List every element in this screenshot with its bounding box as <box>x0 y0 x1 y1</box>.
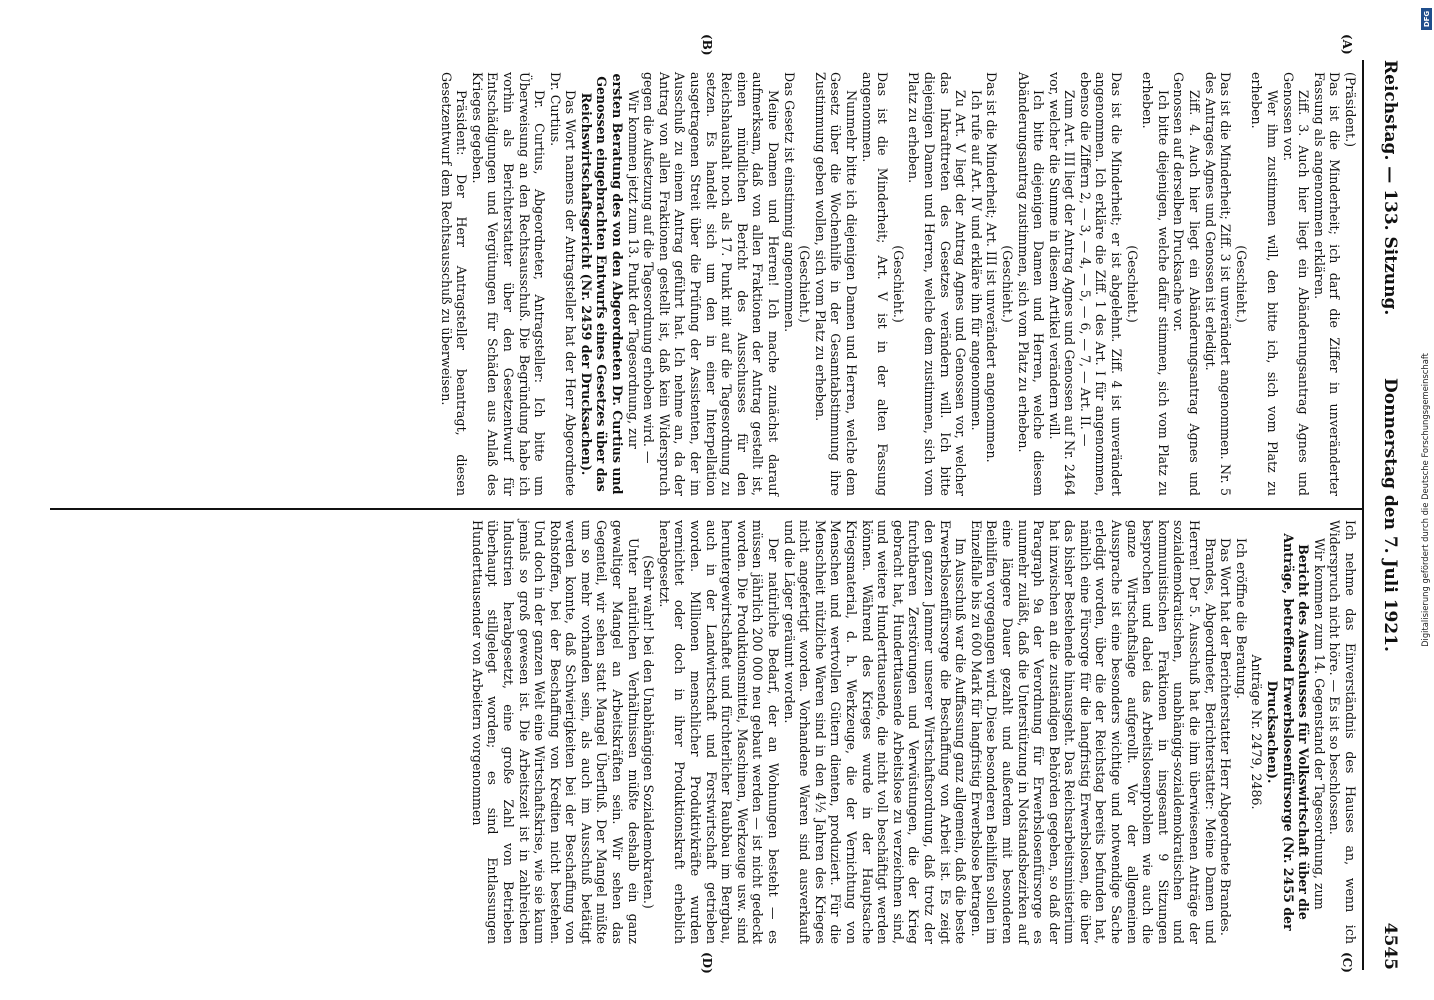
agenda-item-title: Bericht des Ausschusses für Volkswirtschaft über die Anträge, betreffend Erwerbslosenfürsorge (Nr. 2455 der Drucksachen). <box>1265 533 1312 931</box>
margin-marker-a: (A) <box>1340 34 1354 55</box>
digitization-note <box>1418 10 1432 990</box>
dfg-logo-text: DFG <box>1422 10 1431 28</box>
paragraph: Das ist die Minderheit; Ziff. 3 ist unverändert angenommen. Nr. 5 des Antrages Agnes und Genossen ist erledigt. <box>1202 72 1234 496</box>
dfg-logo <box>1421 8 1432 30</box>
paragraph: Das Wort namens der Antragsteller hat der Herr Abgeordnete Dr. Curtius. <box>547 72 579 496</box>
paragraph: Unter natürlichen Verhältnissen müßte deshalb ein ganz gewaltiger Mangel an Arbeitskräften sein. Wir sehen das Gegenteil, wir sehen statt Mangel Überfluß. Der Mangel müßte um so mehr vorhanden sein, als auch im Ausschuß betätigt werden konnte, daß Schwierigkeiten bei der Beschaffung von Rohstoffen, bei der Beschaffung von Krediten nicht bestehen. Und doch in der ganzen Welt eine Wirtschaftskrise, wie sie kaum jemals so groß gewesen ist. Die Arbeitszeit ist in zahlreichen Industrien herabgesetzt, eine große Zahl von Betrieben überhaupt stillgelegt worden; es sind Entlassungen Hunderttausender von Arbeitern vorgenommen <box>469 520 641 944</box>
paragraph: Im Ausschuß war die Auffassung ganz allgemein, daß die beste Erwerbslosenfürsorge die Beschaffung von Arbeit ist. Es zeigt den ganzen Jammer unserer Wirtschaftsordnung, daß trotz der furchtbaren Zerstörungen und Verwüstungen, die der Krieg gebracht hat, Hunderttausende Arbeitslose zu verzeichnen sind, und weitere Hunderttausende, die nicht voll beschäftigt werden können. Während des Krieges wurde in der Hauptsache Kriegsmaterial, d. h. Werkzeuge, die der Vernichtung von Menschen und wertvollen Gütern dienten, produziert. Für die Menschheit nützliche Waren sind in den 4½ Jahren des Krieges nicht angefertigt worden. Vorhandene Waren sind ausverkauft und die Läger geräumt worden. <box>781 520 969 944</box>
paragraph: (Geschieht.) <box>890 245 906 323</box>
margin-marker-d: (D) <box>700 952 714 974</box>
paragraph: Wir kommen jetzt zum 13. Punkt der Tagesordnung, zur <box>625 90 641 449</box>
header-date: Donnerstag den 7. Juli 1921. <box>1380 378 1400 652</box>
paragraph: Das ist die Minderheit; Art. III ist unverändert angenommen. <box>984 72 1000 463</box>
header-left: Reichstag. — 133. Sitzung. <box>1380 60 1400 316</box>
right-column <box>50 520 1358 944</box>
margin-marker-c: (C) <box>1340 952 1354 973</box>
paragraph: Dr. Curtius, Abgeordneter, Antragsteller: Ich bitte um Überweisung an den Rechtsausschuß. Die Begründung habe ich vorhin als Berichterstatter über den Gesetzentwurf für Entschädigungen und Vergütungen für Schäden aus Anlaß des Krieges gegeben. <box>469 72 548 496</box>
agenda-item-title: ersten Beratung des von den Abgeordneten Dr. Curtius und Genossen eingebrachten Entwurfs eines Gesetzes über das Reichswirtschaftsgericht (Nr. 2459 der Drucksachen). <box>578 73 626 495</box>
paragraph: (Geschieht.) <box>1233 245 1249 323</box>
paragraph: Präsident: Der Herr Antragsteller beantragt, diesen Gesetzentwurf dem Rechtsausschuß zu überweisen. <box>438 72 470 496</box>
paragraph: (Geschieht.) <box>999 245 1015 323</box>
paragraph: Zu Art. V liegt der Antrag Agnes und Genossen vor, welcher das Inkrafttreten des Gesetzes verändern will. Ich bitte diejenigen Damen und Herren, welche dem zustimmen, sich vom Platz zu erheben. <box>906 72 969 496</box>
paragraph: Anträge Nr. 2479, 2486. <box>1249 654 1265 810</box>
paragraph: Nunmehr bitte ich diejenigen Damen und Herren, welche dem Gesetz über die Wochenhilfe in der Gesamtabstimmung ihre Zustimmung geben wollen, sich vom Platz zu erheben. <box>812 72 859 496</box>
column-divider <box>50 508 1364 510</box>
paragraph: Ziff. 3. Auch hier liegt ein Abänderungsantrag Agnes und Genossen vor. <box>1280 72 1312 496</box>
paragraph: Der natürliche Bedarf, der an Wohnungen besteht — es müssen jährlich 200 000 neu gebaut werden — ist nicht gedeckt worden. Die Produktionsmittel, Maschinen, Werkzeuge usw. sind heruntergewirtschaftet und fürchterlicher Raubbau im Bergbau, auch in der Landwirtschaft und Forstwirtschaft getrieben worden. Millionen menschlicher Produktivkräfte wurden vernichtet oder doch in ihrer Produktionskraft erheblich herabgesetzt. <box>656 520 782 944</box>
paragraph: (Sehr wahr! bei den Unabhängigen Sozialdemokraten.) <box>641 555 657 909</box>
paragraph: (Präsident.) <box>1343 72 1358 148</box>
paragraph: Das ist die Minderheit; er ist abgelehnt. Ziff. 4 ist unverändert angenommen. Ich erkläre die Ziff. 1 des Art. I für angenommen, ebenso die Ziffern 2, — 3, — 4, — 5, — 6, — 7, — Art. II. — <box>1077 72 1125 496</box>
paragraph: Zum Art. III liegt der Antrag Agnes und Genossen auf Nr. 2464 vor, welcher die Summe in diesem Artikel verändern will. <box>1046 72 1078 496</box>
paragraph: (Geschieht.) <box>1124 245 1140 323</box>
paragraph: Ich bitte diejenigen, welche dafür stimmen, sich vom Platz zu erheben. <box>1140 72 1171 496</box>
paragraph: Ich nehme das Einverständnis des Hauses an, wenn ich Widerspruch nicht höre. — Es ist so beschlossen. <box>1327 520 1358 944</box>
page-number: 4545 <box>1380 922 1400 970</box>
running-head <box>1370 60 1400 970</box>
margin-marker-b: (B) <box>700 34 714 56</box>
digitization-note-text: Digitalisierung gefördert durch die Deutsche Forschungsgemeinschaft <box>1420 353 1430 647</box>
paragraph: Meine Damen und Herren! Ich mache zunächst darauf aufmerksam, daß von allen Fraktionen der Antrag gestellt ist, einen mündlichen Bericht des Ausschusses für den Reichshaushalt noch als 17. Punkt mit auf die Tagesordnung zu setzen. Es handelt sich um den in einer Interpellation ausgetragenen Streit über die Prüfung der Assistenten, der im Ausschuß zu einem Antrag geführt hat. Ich nehme an, da der Antrag von allen Fraktionen gestellt ist, daß kein Widerspruch gegen die Aufsetzung auf die Tagesordnung erhoben wird. — <box>641 72 782 496</box>
paragraph: Ich eröffne die Beratung. <box>1233 538 1249 699</box>
paragraph: Wer ihm zustimmen will, den bitte ich, sich vom Platz zu erheben. <box>1249 72 1281 496</box>
paragraph: (Geschieht.) <box>797 245 813 323</box>
printed-page <box>10 0 1414 1000</box>
paragraph: Das Wort hat der Berichterstatter Herr Abgeordnete Brandes. <box>1218 538 1234 936</box>
paragraph: Das ist die Minderheit; ich darf die Ziffer in unveränderter Fassung als angenommen erklären. <box>1311 72 1343 496</box>
header-rule <box>1362 60 1364 970</box>
paragraph: Brandes, Abgeordneter, Berichterstatter: Meine Damen und Herren! Der 5. Ausschuß hat die ihm überwiesenen Anträge der sozialdemokratischen, unabhängig-sozialdemokratischen und kommunistischen Fraktionen in insgesamt 9 Sitzungen besprochen und dabei das Arbeitslosenproblem wie auch die ganze Wirtschaftslage aufgerollt. Vor der allgemeinen Aussprache ist eine besonders wichtige und notwendige Sache erledigt worden, über die der Reichstag bereits befunden hat, nämlich eine Fürsorge für die langfristig Erwerbslosen, die über das bisher Bestehende hinausgeht. Das Reichsarbeitsministerium hat inzwischen an die zuständigen Behörden gegeben, so daß der Paragraph 9a der Verordnung für Erwerbslosenfürsorge es nunmehr zuläßt, daß die Unterstützung in Notstandsbezirken auf eine längere Dauer gezahlt und außerdem mit besonderen Beihilfen vorgegangen wird. Diese besonderen Beihilfen sollen im Einzelfalle bis zu 600 Mark für langfristig Erwerbslose betragen. <box>968 520 1218 944</box>
paragraph: Ich bitte diejenigen Damen und Herren, welche diesem Abänderungsantrag zustimmen, sich vom Platz zu erheben. <box>1015 72 1047 496</box>
paragraph: Das ist die Minderheit; Art. V ist in der alten Fassung angenommen. <box>859 72 891 496</box>
paragraph: Ziff. 4. Auch hier liegt ein Abänderungsantrag Agnes und Genossen auf derselben Drucksache vor. <box>1171 72 1203 496</box>
left-column <box>50 72 1358 496</box>
paragraph: Ich rufe auf Art. IV und erkläre ihn für angenommen. <box>968 90 984 431</box>
paragraph: Wir kommen zum 14. Gegenstand der Tagesordnung, zum <box>1311 538 1327 910</box>
paragraph: Das Gesetz ist einstimmig angenommen. <box>781 72 797 333</box>
